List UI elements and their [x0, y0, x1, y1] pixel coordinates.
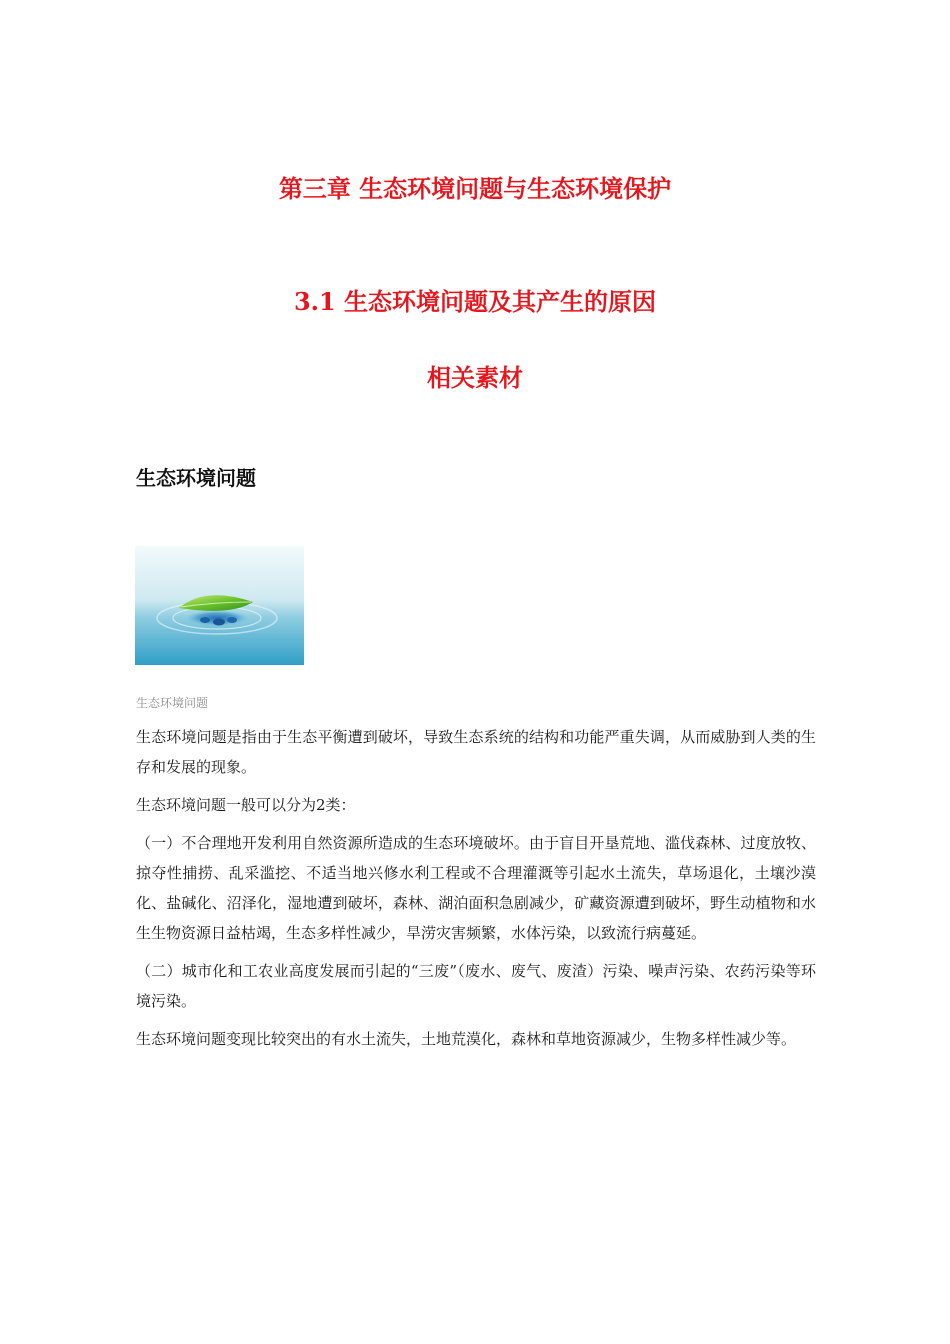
paragraph-definition: 生态环境问题是指由于生态平衡遭到破坏，导致生态系统的结构和功能严重失调，从而威胁到人类的生存和发展的现象。 [136, 728, 816, 776]
body-text [136, 722, 816, 1054]
subtitle: 相关素材 [427, 363, 523, 392]
paragraph-category-one: （一）不合理地开发利用自然资源所造成的生态环境破坏。由于盲目开垦荒地、滥伐森林、过度放牧、掠夺性捕捞、乱采滥挖、不适当地兴修水利工程或不合理灌溉等引起水土流失，草场退化，土壤沙漠化、盐碱化、沼泽化，湿地遭到破坏，森林、湖泊面积急剧减少，矿藏资源遭到破坏，野生动植物和水生生物资源日益枯竭，生态多样性减少，旱涝灾害频繁，水体污染，以致流行病蔓延。 [136, 834, 816, 942]
section-heading: 生态环境问题 [136, 466, 256, 490]
paragraph-category-two: （二）城市化和工农业高度发展而引起的“三废”（废水、废气、废渣）污染、噪声污染、农药污染等环境污染。 [136, 962, 816, 1010]
section-title: 3.1 生态环境问题及其产生的原因 [293, 287, 657, 316]
paragraph-summary: 生态环境问题变现比较突出的有水土流失，土地荒漠化，森林和草地资源减少，生物多样性减少等。 [136, 1030, 797, 1048]
chapter-title: 第三章 生态环境问题与生态环境保护 [278, 174, 672, 203]
figure-caption: 生态环境问题 [136, 696, 209, 710]
leaf-on-water-icon [135, 546, 304, 665]
paragraph-categories: 生态环境问题一般可以分为2类： [136, 796, 356, 814]
leaf-on-water-image [135, 546, 304, 665]
